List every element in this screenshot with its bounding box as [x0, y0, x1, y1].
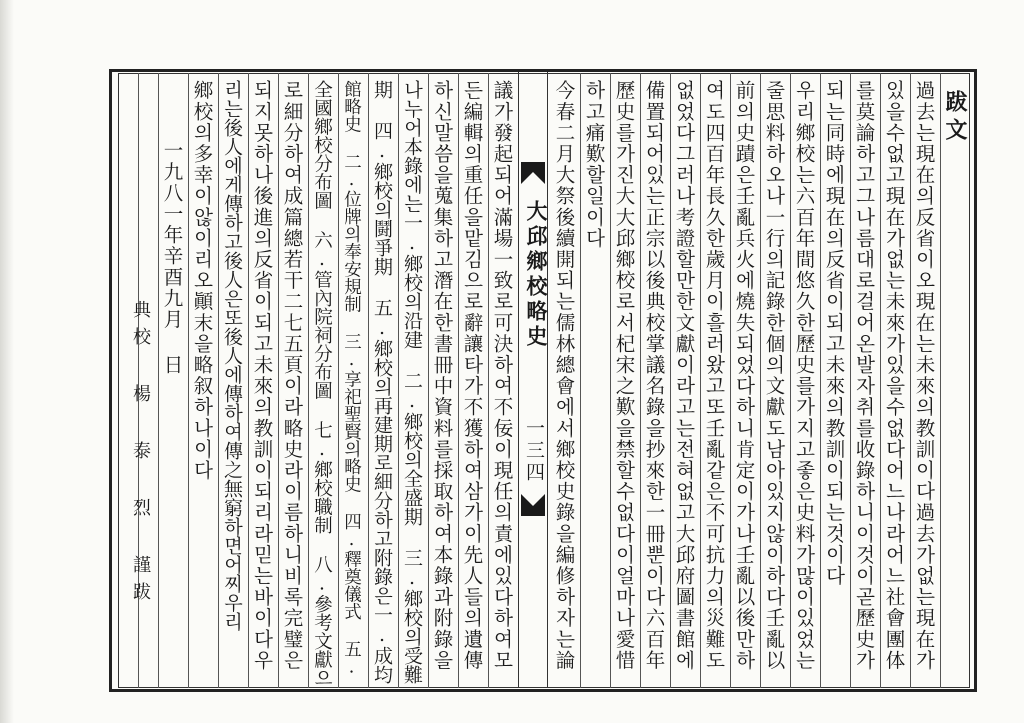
- column-rule: [188, 73, 189, 688]
- column-rule: [610, 73, 611, 688]
- text-column: 를莫論하고그나름대로걸어온발자취를收錄하니이것이곧歷史가: [852, 80, 876, 671]
- column-rule: [218, 73, 219, 688]
- text-column: 鄉校의多幸이않이리오顚末을略叙하나이다: [190, 80, 214, 481]
- column-rule: [278, 73, 279, 688]
- page-gutter-shadow: [0, 0, 14, 723]
- text-column: 歷史를가진大大邱鄉校로서杞宋之歎을禁할수없다이얼마나愛惜: [612, 80, 636, 671]
- column-rule: [428, 73, 429, 688]
- text-column: 없었다그러나考證할만한文獻이라고는전혀없고大邱府圖書館에: [672, 80, 696, 671]
- column-rule: [790, 73, 791, 688]
- column-rule: [700, 73, 701, 688]
- text-column: 過去는現在의反省이오現在는未來의教訓이다過去가없는現在가: [912, 80, 936, 671]
- column-rule: [820, 73, 821, 688]
- page-number: 一三四: [523, 418, 545, 484]
- signature: 典校 楊 泰 烈 謹跋: [130, 300, 151, 609]
- section-title: 跋文: [942, 90, 968, 146]
- text-column: 리는後人에게傳하고後人은또後人에傳하여傳之無窮하면어찌우리: [221, 80, 243, 631]
- column-rule: [368, 73, 369, 688]
- column-rule: [158, 73, 159, 688]
- text-column: 줄思料하오나一行의記錄한個의文獻도남아있지않이하다壬亂以: [762, 80, 786, 671]
- column-rule: [640, 73, 641, 688]
- column-rule: [488, 73, 489, 688]
- fish-tail-ornament-icon: [519, 492, 547, 518]
- text-column: 前의史蹟은壬亂兵火에燒失되었다하니肯定이가나壬亂以後만하: [732, 80, 756, 671]
- text-column: 여도四百年長久한歲月이흘러왔고또壬亂같은不可抗力의災難도: [702, 80, 726, 671]
- text-column: 하고痛歎할일이다: [582, 80, 606, 249]
- text-column: 우리鄉校는六百年間悠久한歷史를가지고좋은史料가많이있었는: [792, 80, 816, 671]
- text-column: 있을수없고現在가없는未來가있을수없다어느나라어느社會團体: [882, 80, 906, 671]
- column-rule: [338, 73, 339, 688]
- column-rule: [730, 73, 731, 688]
- text-column: 議가發起되어滿場一致로可決하여不佞이現任의責에있다하여모: [490, 80, 514, 671]
- column-rule: [910, 73, 911, 688]
- text-column: 하신말씀을蒐集하고潛在한書冊中資料를採取하여本錄과附錄을: [430, 80, 454, 671]
- text-column: 든編輯의重任을맡김으로辭讓타가不獲하여삼가이先人들의遺傳: [460, 80, 484, 671]
- column-rule: [458, 73, 459, 688]
- text-column: 館略史 二.位牌의奉安規制 三.享祀聖賢의略史 四.釋奠儀式 五.: [341, 80, 362, 678]
- running-title: 大邱鄉校略史: [524, 200, 549, 350]
- column-rule: [248, 73, 249, 688]
- text-column: 나누어本錄에는一.鄉校의沿建 二.鄉校의全盛期 三.鄉校의受難: [401, 80, 423, 684]
- text-column: 로細分하여成篇總若干二七五頁이라略史라이름하니비록完璧은: [280, 80, 304, 671]
- text-column: 今春二月大祭後續開되는儒林總會에서鄉校史錄을編修하자는論: [552, 80, 576, 671]
- text-column: 全國鄉校分布圖 六.管內院祠分布圖 七.鄉校職制 八.參考文獻으: [311, 80, 333, 687]
- column-rule: [760, 73, 761, 688]
- text-column: 되는同時에現在의反省이되고未來의教訓이되는것이다: [822, 80, 846, 587]
- column-rule: [398, 73, 399, 688]
- text-column: 備置되어있는正宗以後典校掌議名錄을抄來한一冊뿐이다六百年: [642, 80, 666, 671]
- column-rule: [308, 73, 309, 688]
- column-rule: [880, 73, 881, 688]
- column-rule: [670, 73, 671, 688]
- column-rule: [850, 73, 851, 688]
- date-line: 一九八一年辛酉九月 日: [160, 140, 184, 376]
- column-rule: [580, 73, 581, 688]
- column-rule: [940, 73, 941, 688]
- text-column: 되지못하나後進의反省이되고未來의教訓이되리라믿는바이다우: [250, 80, 274, 671]
- fish-tail-ornament-icon: [519, 160, 547, 186]
- text-column: 期 四.鄉校의鬪爭期 五.鄉校의再建期로細分하고附錄은一.成均: [371, 80, 393, 684]
